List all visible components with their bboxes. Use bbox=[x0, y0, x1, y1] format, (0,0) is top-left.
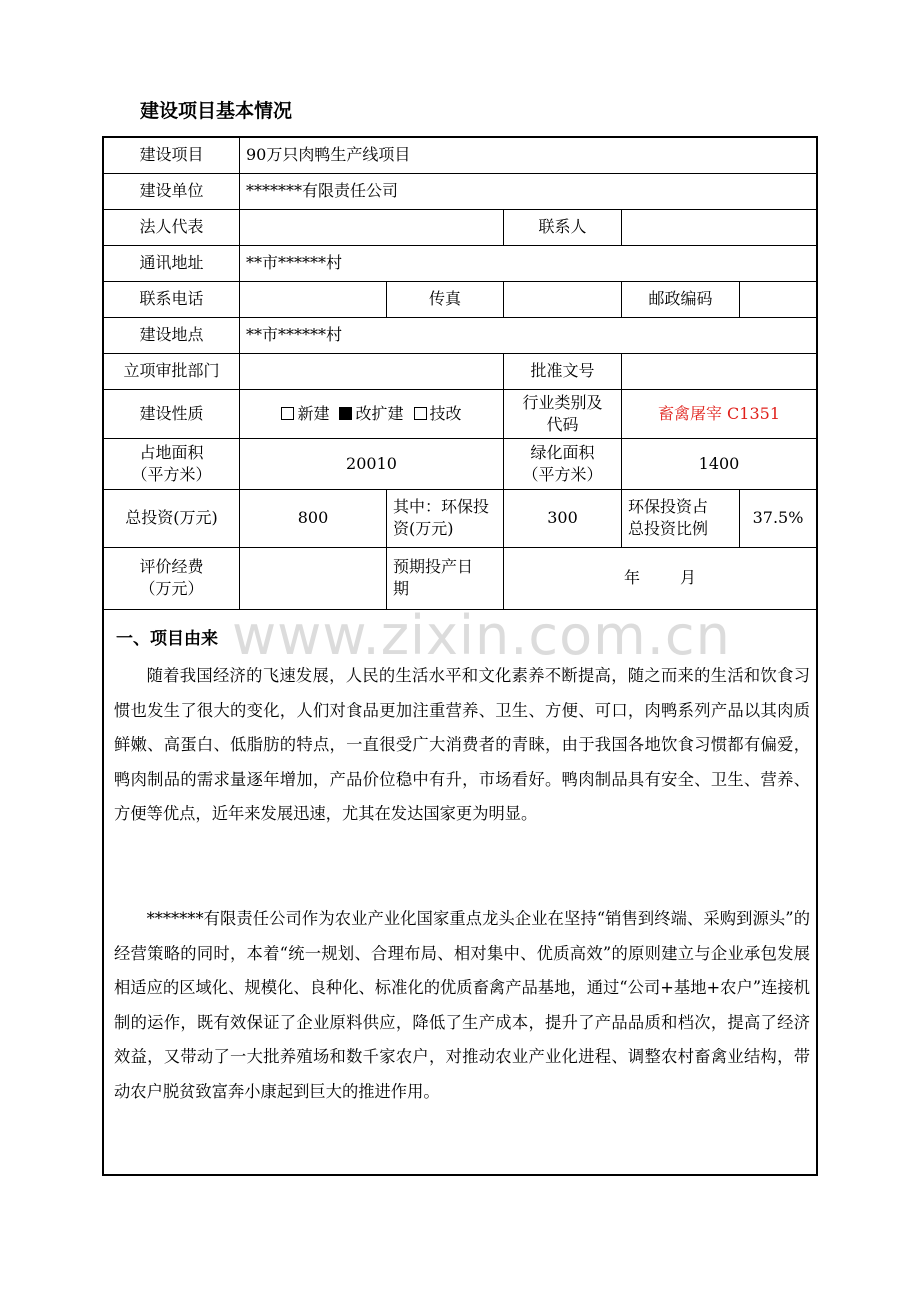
page-title: 建设项目基本情况 bbox=[140, 100, 293, 122]
fax-label: 传真 bbox=[428, 289, 461, 308]
checkbox-unchecked-icon bbox=[414, 407, 427, 420]
total-inv-label: 总投资(万元) bbox=[125, 508, 218, 527]
approval-dept-label: 立项审批部门 bbox=[123, 361, 220, 380]
fee-label: 评价经费 （万元） bbox=[139, 557, 204, 598]
date-value: 年 月 bbox=[623, 568, 697, 587]
env-inv-label: 其中：环保投 资(万元) bbox=[393, 497, 490, 538]
nature-option-new[interactable]: 新建 bbox=[281, 403, 329, 425]
env-ratio-value: 37.5% bbox=[752, 508, 804, 527]
address-label: 通讯地址 bbox=[139, 253, 204, 272]
site-value: **市******村 bbox=[246, 325, 343, 344]
contact-label: 联系人 bbox=[538, 217, 587, 236]
project-label: 建设项目 bbox=[139, 145, 204, 164]
paragraph-2: *******有限责任公司作为农业产业化国家重点龙头企业在坚持“销售到终端、采购到源头”的经营策略的同时，本着“统一规划、合理布局、相对集中、优质高效”的原则建立与企业承包发展相适应的区域化、规模化、良种化、标准化的优质畜禽产品基地，通过“公司+基地+农户”连接机制的运作，既有效保证了企业原料供应，降低了生产成本，提升了产品品质和档次，提高了经济效益，又带动了一大批养殖场和数千家农户，对推动农业产业化进程、调整农村畜禽业结构，带动农户脱贫致富奔小康起到巨大的推进作用。 bbox=[114, 909, 810, 1101]
date-label: 预期投产日 期 bbox=[393, 557, 474, 598]
nature-options bbox=[240, 389, 503, 438]
phone-value bbox=[240, 281, 386, 317]
contact-value bbox=[622, 209, 816, 245]
project-value: 90万只肉鸭生产线项目 bbox=[246, 145, 411, 164]
phone-label: 联系电话 bbox=[139, 289, 204, 308]
green-value: 1400 bbox=[698, 453, 740, 473]
nature-option-expand[interactable]: 改扩建 bbox=[339, 403, 403, 425]
fax-value bbox=[504, 281, 621, 317]
unit-value: *******有限责任公司 bbox=[246, 181, 399, 200]
industry-label: 行业类别及 代码 bbox=[522, 392, 603, 434]
industry-value: 畜禽屠宰 C1351 bbox=[657, 403, 781, 423]
legal-rep-label: 法人代表 bbox=[139, 217, 204, 236]
checkbox-checked-icon bbox=[339, 407, 352, 420]
fee-value bbox=[240, 547, 386, 609]
unit-label: 建设单位 bbox=[139, 181, 204, 200]
address-value: **市******村 bbox=[246, 253, 343, 272]
nature-label: 建设性质 bbox=[139, 403, 204, 423]
area-value: 20010 bbox=[346, 453, 397, 473]
env-inv-value: 300 bbox=[547, 508, 578, 527]
approval-no-label: 批准文号 bbox=[530, 361, 595, 380]
checkbox-unchecked-icon bbox=[281, 407, 294, 420]
legal-rep-value bbox=[240, 209, 503, 245]
area-label: 占地面积 （平方米） bbox=[131, 442, 212, 484]
approval-no-value bbox=[622, 353, 816, 389]
green-label: 绿化面积 （平方米） bbox=[522, 442, 603, 484]
section-heading: 一、项目由来 bbox=[116, 629, 218, 649]
site-label: 建设地点 bbox=[139, 325, 204, 344]
env-ratio-label: 环保投资占 总投资比例 bbox=[628, 497, 709, 538]
approval-dept-value bbox=[240, 353, 503, 389]
nature-option-tech[interactable]: 技改 bbox=[414, 403, 462, 425]
watermark: www.zixin.com.cn bbox=[232, 604, 731, 667]
postcode-value bbox=[740, 281, 816, 317]
total-inv-value: 800 bbox=[297, 508, 329, 527]
postcode-label: 邮政编码 bbox=[648, 289, 713, 308]
paragraph-1: 随着我国经济的飞速发展，人民的生活水平和文化素养不断提高，随之而来的生活和饮食习惯也发生了很大的变化，人们对食品更加注重营养、卫生、方便、可口，肉鸭系列产品以其肉质鲜嫩、高蛋白、低脂肪的特点，一直很受广大消费者的青睐，由于我国各地饮食习惯都有偏爱，鸭肉制品的需求量逐年增加，产品价位稳中有升，市场看好。鸭肉制品具有安全、卫生、营养、方便等优点，近年来发展迅速，尤其在发达国家更为明显。 bbox=[114, 666, 810, 824]
